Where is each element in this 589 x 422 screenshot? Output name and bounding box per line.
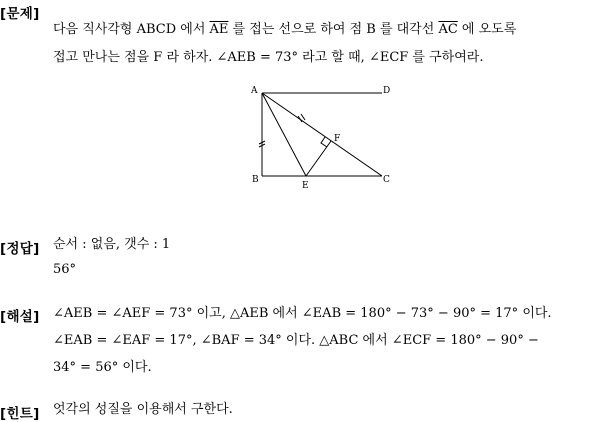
point-e-label: E	[302, 181, 309, 191]
problem-text-part-2: 를 접는 선으로 하여 점 B 를 대각선	[228, 22, 439, 37]
hint-label: [힌트]	[0, 406, 40, 422]
answer-line-2: 56°	[53, 262, 77, 277]
fold-line-ae	[262, 93, 306, 176]
hint-line-1: 엇각의 성질을 이용해서 구한다.	[53, 402, 233, 417]
point-a-label: A	[251, 86, 258, 96]
answer-label: [정답]	[0, 241, 40, 257]
problem-text-part-1: 다음 직사각형 ABCD 에서	[53, 22, 210, 37]
point-d-label: D	[383, 86, 391, 96]
explanation-line-3: 34° = 56° 이다.	[53, 360, 152, 375]
explanation-label: [해설]	[0, 309, 40, 325]
problem-text-part-3: 에 오도록	[457, 22, 517, 37]
segment-ac: $\overline{AC}$	[438, 22, 458, 37]
explanation-line-1: ∠AEB = ∠AEF = 73° 이고, △AEB 에서 ∠EAB = 180° − 73° − 90° = 17° 이다.	[53, 306, 552, 321]
segment-ae: $\overline{AE}$	[209, 22, 229, 37]
problem-text-line-2: 접고 만나는 점을 F 라 하자. ∠AEB = 73° 라고 할 때, ∠ECF 를 구하여라.	[53, 50, 484, 65]
tick-mark-af	[298, 116, 302, 122]
rectangle-figure	[240, 78, 400, 194]
answer-line-1: 순서 : 없음, 갯수 : 1	[53, 237, 171, 252]
tick-mark-af-2	[301, 114, 305, 120]
problem-text-line-1	[53, 22, 516, 38]
right-angle-mark-f	[321, 137, 327, 147]
problem-label: [문제]	[0, 6, 40, 22]
explanation-line-2: ∠EAB = ∠EAF = 17°, ∠BAF = 34° 이다. △ABC 에서 ∠ECF = 180° − 90° −	[53, 333, 539, 348]
segment-ef	[306, 141, 331, 176]
point-b-label: B	[252, 175, 259, 185]
point-c-label: C	[383, 175, 390, 185]
diagonal-ac	[262, 93, 382, 176]
point-f-label: F	[334, 134, 341, 144]
